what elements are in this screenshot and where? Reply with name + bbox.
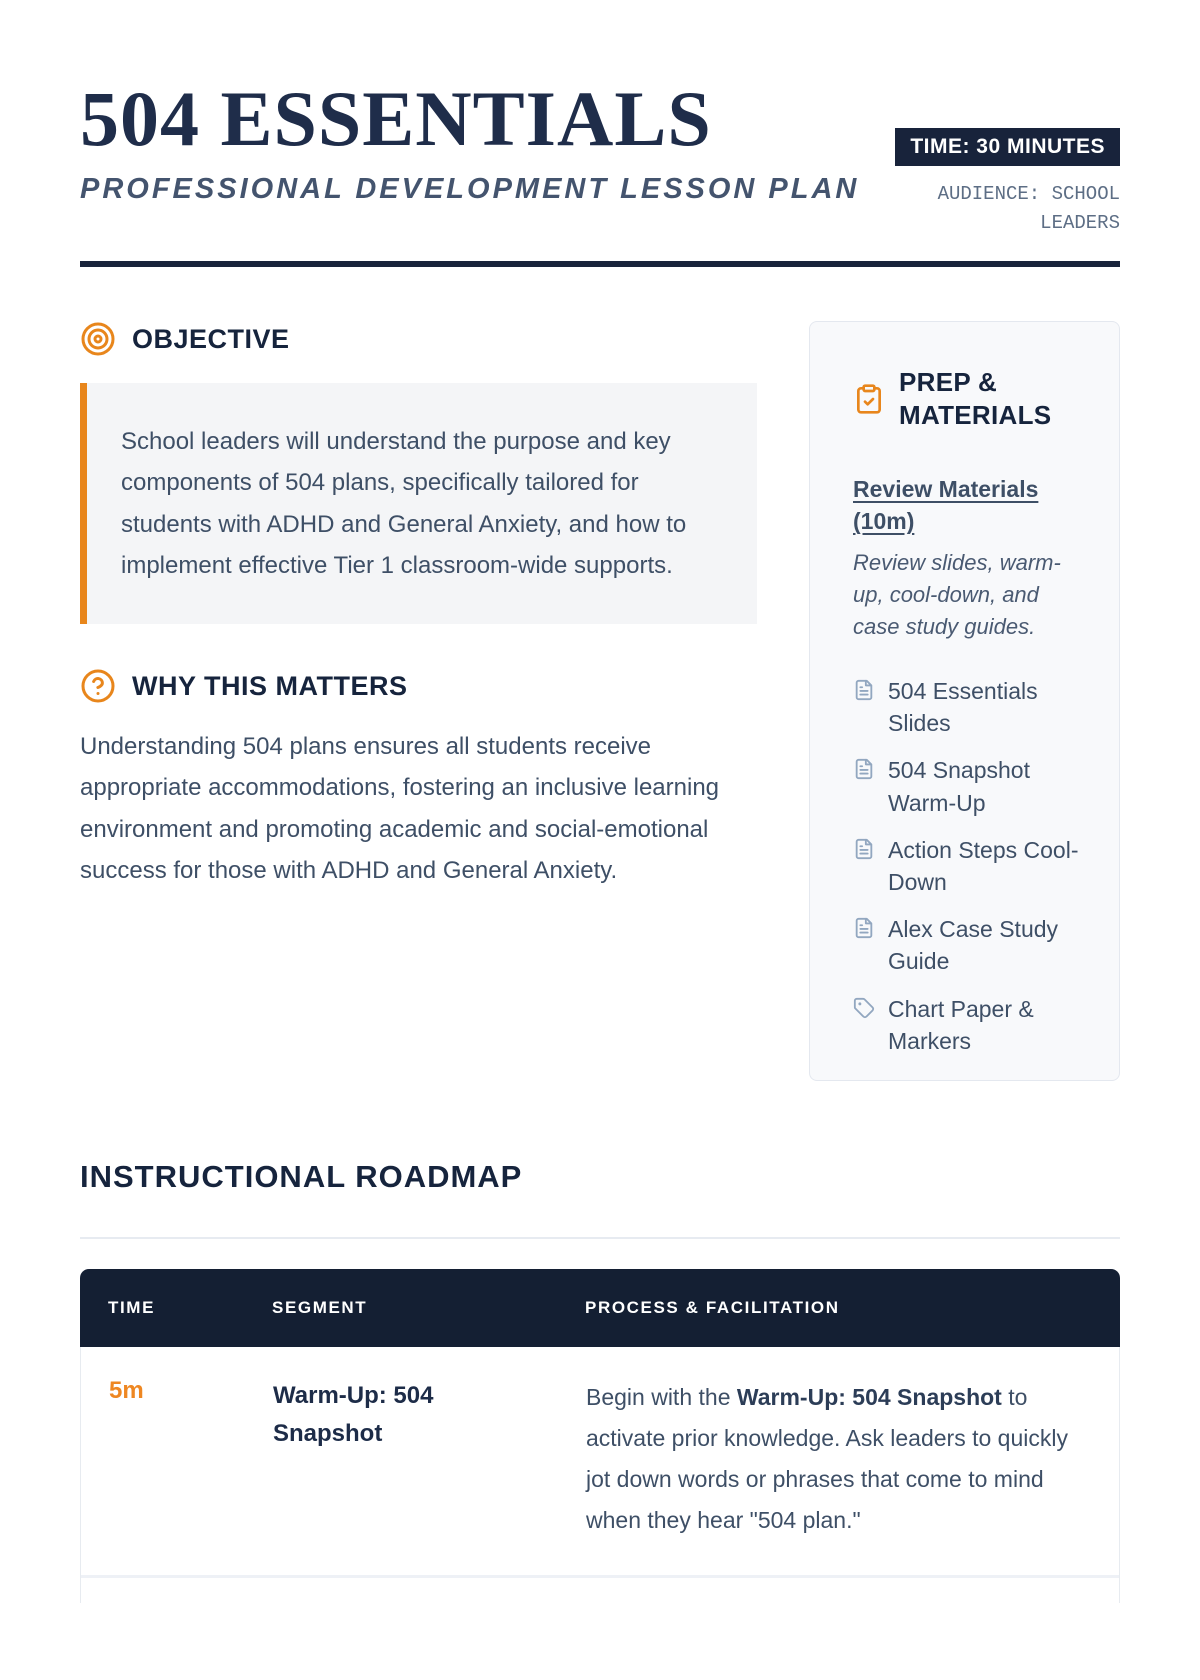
- objective-text: School leaders will understand the purpose and key components of 504 plans, specifically tailored for students with ADHD and General Anxiety, and how to implement effective Tier 1 classroom-wide supports.: [121, 428, 687, 579]
- objective-heading-label: OBJECTIVE: [132, 323, 290, 354]
- list-item: [853, 675, 1091, 739]
- material-label: Alex Case Study Guide: [888, 916, 1059, 975]
- page-title: 504 ESSENTIALS: [80, 75, 712, 162]
- why-heading-label: WHY THIS MATTERS: [132, 670, 408, 701]
- list-item: [853, 993, 1091, 1057]
- file-text-icon: [853, 679, 875, 701]
- roadmap-divider: [80, 1237, 1120, 1239]
- why-text: Understanding 504 plans ensures all students receive appropriate accommodations, fostering an inclusive learning environment and promoting academic and social-emotional success for those with ADHD and General Anxiety.: [80, 733, 720, 884]
- header-rule: [80, 261, 1120, 267]
- prep-materials-card: [809, 321, 1120, 1081]
- row-process: [558, 1377, 1119, 1541]
- table-header-row: [80, 1269, 1120, 1347]
- objective-callout: [80, 383, 757, 624]
- help-circle-icon: [80, 668, 116, 704]
- material-label: 504 Essentials Slides: [888, 678, 1038, 737]
- page-subtitle: PROFESSIONAL DEVELOPMENT LESSON PLAN: [80, 173, 860, 205]
- list-item: [853, 913, 1091, 977]
- prep-heading-label: PREP & MATERIALS: [899, 367, 1052, 430]
- material-label: Action Steps Cool-Down: [888, 836, 1079, 895]
- table-row: [80, 1347, 1120, 1575]
- column-header-process: PROCESS & FACILITATION: [585, 1298, 840, 1317]
- process-text-bold: Warm-Up: 504 Snapshot: [736, 1384, 1002, 1410]
- list-item: [853, 754, 1091, 818]
- material-label: Chart Paper & Markers: [888, 995, 1034, 1054]
- clipboard-check-icon: [853, 383, 885, 415]
- column-header-time: TIME: [108, 1298, 156, 1317]
- review-materials-title: Review Materials (10m): [853, 476, 1039, 535]
- materials-list: [853, 675, 1091, 1057]
- time-badge: TIME: 30 MINUTES: [895, 128, 1120, 166]
- tag-icon: [853, 997, 875, 1019]
- lesson-plan-page: [0, 75, 1200, 1603]
- file-text-icon: [853, 758, 875, 780]
- objective-heading: [80, 321, 757, 357]
- row-time: 5m: [109, 1377, 144, 1404]
- title-block: [80, 75, 860, 209]
- material-label: 504 Snapshot Warm-Up: [888, 757, 1030, 816]
- list-item: [853, 834, 1091, 898]
- meta-block: [865, 128, 1120, 237]
- file-text-icon: [853, 917, 875, 939]
- column-header-segment: SEGMENT: [272, 1298, 368, 1317]
- roadmap-heading: INSTRUCTIONAL ROADMAP: [80, 1159, 523, 1194]
- masthead: [80, 75, 1120, 237]
- file-text-icon: [853, 838, 875, 860]
- why-heading: [80, 668, 757, 704]
- review-materials-note: Review slides, warm-up, cool-down, and case study guides.: [853, 550, 1061, 640]
- left-column: [80, 321, 757, 1081]
- target-icon: [80, 321, 116, 357]
- audience-label: AUDIENCE: SCHOOL LEADERS: [937, 183, 1120, 234]
- instructional-roadmap-section: [80, 1159, 1120, 1603]
- process-text: Begin with the: [586, 1384, 737, 1410]
- main-content: [80, 321, 1120, 1081]
- roadmap-table: [80, 1269, 1120, 1603]
- next-row-partial: [80, 1578, 1120, 1603]
- prep-heading: [853, 366, 1091, 431]
- row-segment: Warm-Up: 504 Snapshot: [273, 1382, 434, 1448]
- process-text: to activate prior knowledge. Ask leaders to quickly jot down words or phrases that come to mind when they hear "504 plan.": [586, 1384, 1068, 1533]
